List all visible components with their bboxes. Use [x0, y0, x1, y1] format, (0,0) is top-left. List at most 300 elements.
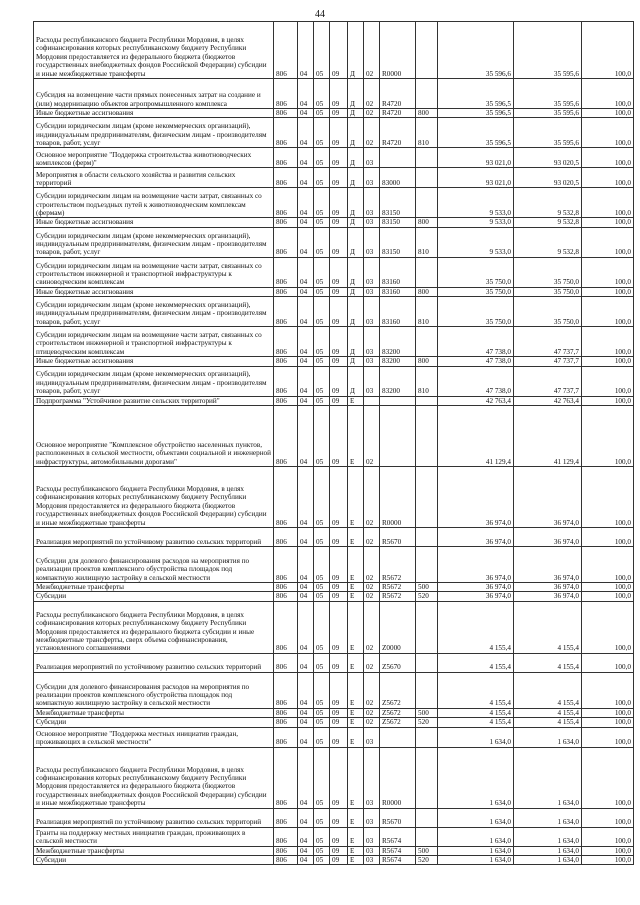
- cell-c6: 03: [364, 808, 380, 827]
- cell-pct: 100,0: [582, 672, 634, 708]
- cell-pct: 100,0: [582, 118, 634, 148]
- cell-pct: 100,0: [582, 366, 634, 396]
- cell-v1: 4 155,4: [438, 718, 514, 727]
- cell-c3: 05: [314, 366, 330, 396]
- cell-c7: R5674: [380, 846, 416, 855]
- cell-c7: [380, 396, 416, 405]
- cell-pct: 100,0: [582, 601, 634, 653]
- cell-c8: 800: [416, 287, 438, 296]
- cell-pct: 100,0: [582, 218, 634, 227]
- cell-c3: 05: [314, 227, 330, 257]
- cell-pct: 100,0: [582, 406, 634, 467]
- cell-c6: 03: [364, 297, 380, 327]
- cell-c6: 03: [364, 856, 380, 865]
- cell-c5: Д: [348, 148, 364, 168]
- cell-c3: 05: [314, 188, 330, 218]
- cell-name: Расходы республиканского бюджета Республики Мордовия, в целях софинансирования которых республиканскому бюджету Республики Мордовия предоставляется из федерального бюджета (бюджетов государственных внебюджетных фондов Российской Федерации) субсидии и иные межбюджетные трансферты: [34, 22, 274, 79]
- cell-v2: 36 974,0: [514, 583, 582, 592]
- cell-name: Расходы республиканского бюджета Республики Мордовия, в целях софинансирования которых республиканскому бюджету Республики Мордовия предоставляется из федерального бюджета субсидии и иные межбюджетные трансферты, сверх объема софинансирования, установленного соглашениями: [34, 601, 274, 653]
- cell-c4: 09: [330, 467, 348, 528]
- table-row: [34, 297, 634, 327]
- cell-c6: 03: [364, 257, 380, 287]
- cell-pct: 100,0: [582, 109, 634, 118]
- cell-c8: [416, 672, 438, 708]
- cell-c2: 04: [298, 727, 314, 747]
- cell-name: Субсидии юридическим лицам на возмещение части затрат, связанных со строительством подъездных путей к животноводческим комплексам (фермам): [34, 188, 274, 218]
- cell-c1: 806: [274, 118, 298, 148]
- cell-c8: [416, 653, 438, 672]
- cell-c2: 04: [298, 287, 314, 296]
- cell-c8: [416, 406, 438, 467]
- cell-c5: Е: [348, 467, 364, 528]
- cell-c1: 806: [274, 188, 298, 218]
- cell-name: Реализация мероприятий по устойчивому развитию сельских территорий: [34, 808, 274, 827]
- cell-c8: 810: [416, 227, 438, 257]
- cell-c1: 806: [274, 227, 298, 257]
- cell-c4: 09: [330, 528, 348, 547]
- cell-pct: 100,0: [582, 747, 634, 808]
- cell-c6: 02: [364, 601, 380, 653]
- cell-pct: 100,0: [582, 357, 634, 366]
- cell-c6: 02: [364, 583, 380, 592]
- cell-name: Расходы республиканского бюджета Республики Мордовия, в целях софинансирования которых республиканскому бюджету Республики Мордовия предоставляется из федерального бюджета (бюджетов государственных внебюджетных фондов Российской Федерации) субсидии и иные межбюджетные трансферты: [34, 467, 274, 528]
- cell-c1: 806: [274, 727, 298, 747]
- cell-c5: Е: [348, 856, 364, 865]
- cell-pct: 100,0: [582, 808, 634, 827]
- cell-v1: 36 974,0: [438, 583, 514, 592]
- cell-c8: 520: [416, 592, 438, 601]
- cell-c8: 810: [416, 297, 438, 327]
- cell-c3: 05: [314, 357, 330, 366]
- cell-c4: 09: [330, 109, 348, 118]
- table-row: [34, 653, 634, 672]
- cell-c2: 04: [298, 747, 314, 808]
- cell-c4: 09: [330, 148, 348, 168]
- cell-pct: 100,0: [582, 827, 634, 846]
- cell-c3: 05: [314, 601, 330, 653]
- cell-v1: 35 596,5: [438, 118, 514, 148]
- cell-v2: 36 974,0: [514, 547, 582, 583]
- cell-c1: 806: [274, 827, 298, 846]
- cell-c2: 04: [298, 672, 314, 708]
- cell-c5: Д: [348, 109, 364, 118]
- cell-c1: 806: [274, 601, 298, 653]
- cell-c6: 03: [364, 747, 380, 808]
- table-row: [34, 287, 634, 296]
- table-row: [34, 79, 634, 109]
- cell-c6: 02: [364, 718, 380, 727]
- cell-name: Основное мероприятие "Поддержка строительства животноводческих комплексов (ферм)": [34, 148, 274, 168]
- cell-c5: Е: [348, 592, 364, 601]
- cell-c7: Z0000: [380, 601, 416, 653]
- cell-c4: 09: [330, 357, 348, 366]
- cell-name: Иные бюджетные ассигнования: [34, 109, 274, 118]
- cell-c5: Е: [348, 528, 364, 547]
- cell-v2: 1 634,0: [514, 727, 582, 747]
- table-row: [34, 366, 634, 396]
- cell-c4: 09: [330, 547, 348, 583]
- cell-c7: R5674: [380, 856, 416, 865]
- table-row: [34, 727, 634, 747]
- cell-pct: 100,0: [582, 168, 634, 188]
- cell-c3: 05: [314, 218, 330, 227]
- cell-c7: 83160: [380, 257, 416, 287]
- cell-c7: R5672: [380, 583, 416, 592]
- cell-c1: 806: [274, 148, 298, 168]
- cell-c6: 02: [364, 653, 380, 672]
- cell-v2: 9 532,8: [514, 218, 582, 227]
- cell-c3: 05: [314, 808, 330, 827]
- cell-pct: 100,0: [582, 547, 634, 583]
- cell-c3: 05: [314, 747, 330, 808]
- cell-c6: 03: [364, 148, 380, 168]
- table-row: [34, 718, 634, 727]
- cell-c1: 806: [274, 327, 298, 357]
- cell-c3: 05: [314, 583, 330, 592]
- table-row: [34, 846, 634, 855]
- cell-c8: [416, 547, 438, 583]
- table-row: [34, 601, 634, 653]
- cell-c2: 04: [298, 188, 314, 218]
- cell-pct: 100,0: [582, 148, 634, 168]
- cell-c1: 806: [274, 357, 298, 366]
- cell-c2: 04: [298, 366, 314, 396]
- cell-c1: 806: [274, 718, 298, 727]
- cell-c4: 09: [330, 747, 348, 808]
- cell-c7: R5670: [380, 808, 416, 827]
- cell-v2: 36 974,0: [514, 528, 582, 547]
- cell-c4: 09: [330, 856, 348, 865]
- cell-c6: 03: [364, 188, 380, 218]
- cell-v1: 4 155,4: [438, 672, 514, 708]
- table-row: [34, 218, 634, 227]
- cell-c4: 09: [330, 297, 348, 327]
- cell-c3: 05: [314, 718, 330, 727]
- cell-c2: 04: [298, 148, 314, 168]
- table-row: [34, 467, 634, 528]
- cell-v2: 9 532,8: [514, 227, 582, 257]
- cell-c3: 05: [314, 118, 330, 148]
- cell-c2: 04: [298, 227, 314, 257]
- cell-c6: 02: [364, 547, 380, 583]
- cell-c5: Е: [348, 718, 364, 727]
- cell-c8: 810: [416, 366, 438, 396]
- cell-v1: 35 750,0: [438, 257, 514, 287]
- cell-c5: Е: [348, 672, 364, 708]
- cell-c7: Z5672: [380, 672, 416, 708]
- cell-c8: [416, 168, 438, 188]
- cell-v1: 9 533,0: [438, 188, 514, 218]
- cell-v2: 4 155,4: [514, 601, 582, 653]
- cell-c6: 03: [364, 846, 380, 855]
- cell-v2: 35 595,6: [514, 109, 582, 118]
- cell-c1: 806: [274, 547, 298, 583]
- cell-name: Иные бюджетные ассигнования: [34, 357, 274, 366]
- cell-c2: 04: [298, 592, 314, 601]
- cell-pct: 100,0: [582, 708, 634, 717]
- cell-v1: 35 596,6: [438, 22, 514, 79]
- cell-c3: 05: [314, 528, 330, 547]
- cell-c1: 806: [274, 218, 298, 227]
- cell-c3: 05: [314, 856, 330, 865]
- cell-pct: 100,0: [582, 718, 634, 727]
- cell-c3: 05: [314, 297, 330, 327]
- cell-c1: 806: [274, 257, 298, 287]
- cell-pct: 100,0: [582, 287, 634, 296]
- cell-c8: 520: [416, 856, 438, 865]
- cell-v2: 47 737,7: [514, 366, 582, 396]
- cell-c3: 05: [314, 727, 330, 747]
- cell-c8: [416, 148, 438, 168]
- cell-c7: R5674: [380, 827, 416, 846]
- cell-c4: 09: [330, 653, 348, 672]
- cell-c1: 806: [274, 109, 298, 118]
- cell-v2: 9 532,8: [514, 188, 582, 218]
- page-number: 44: [315, 9, 325, 20]
- table-row: [34, 672, 634, 708]
- cell-v2: 36 974,0: [514, 592, 582, 601]
- cell-c4: 09: [330, 601, 348, 653]
- cell-c6: 03: [364, 727, 380, 747]
- cell-pct: 100,0: [582, 22, 634, 79]
- cell-c6: 02: [364, 406, 380, 467]
- cell-c7: Z5670: [380, 653, 416, 672]
- cell-c3: 05: [314, 708, 330, 717]
- cell-c6: 02: [364, 592, 380, 601]
- budget-table-body: [34, 22, 634, 865]
- cell-c2: 04: [298, 79, 314, 109]
- cell-c8: [416, 827, 438, 846]
- cell-c7: R0000: [380, 747, 416, 808]
- cell-c4: 09: [330, 168, 348, 188]
- cell-c4: 09: [330, 727, 348, 747]
- cell-v2: 4 155,4: [514, 708, 582, 717]
- table-row: [34, 168, 634, 188]
- cell-c2: 04: [298, 827, 314, 846]
- cell-c7: 83150: [380, 188, 416, 218]
- cell-c5: Д: [348, 297, 364, 327]
- cell-v1: 47 738,0: [438, 327, 514, 357]
- cell-c5: Д: [348, 218, 364, 227]
- cell-c6: 03: [364, 327, 380, 357]
- cell-c2: 04: [298, 218, 314, 227]
- cell-pct: 100,0: [582, 227, 634, 257]
- cell-c2: 04: [298, 708, 314, 717]
- cell-v1: 36 974,0: [438, 467, 514, 528]
- cell-c6: 03: [364, 366, 380, 396]
- cell-c5: Д: [348, 118, 364, 148]
- cell-c5: Е: [348, 396, 364, 405]
- cell-c2: 04: [298, 718, 314, 727]
- cell-v1: 9 533,0: [438, 227, 514, 257]
- cell-c6: 02: [364, 118, 380, 148]
- cell-c3: 05: [314, 109, 330, 118]
- cell-name: Межбюджетные трансферты: [34, 846, 274, 855]
- table-row: [34, 406, 634, 467]
- cell-name: Субсидии юридическим лицам на возмещение части затрат, связанных со строительством инженерной и транспортной инфраструктуры к птицеводческим комплексам: [34, 327, 274, 357]
- cell-c5: Е: [348, 583, 364, 592]
- cell-c1: 806: [274, 396, 298, 405]
- cell-v2: 35 750,0: [514, 257, 582, 287]
- cell-c8: [416, 467, 438, 528]
- cell-c2: 04: [298, 297, 314, 327]
- cell-c4: 09: [330, 808, 348, 827]
- cell-v2: 1 634,0: [514, 808, 582, 827]
- cell-c2: 04: [298, 109, 314, 118]
- cell-v2: 35 750,0: [514, 297, 582, 327]
- cell-c6: 03: [364, 168, 380, 188]
- cell-v2: 93 020,5: [514, 168, 582, 188]
- table-row: [34, 396, 634, 405]
- cell-name: Субсидии юридическим лицам (кроме некоммерческих организаций), индивидуальным предпринимателям, физическим лицам - производителям товаров, работ, услуг: [34, 118, 274, 148]
- cell-pct: 100,0: [582, 327, 634, 357]
- cell-c7: R4720: [380, 109, 416, 118]
- table-row: [34, 327, 634, 357]
- cell-c8: 800: [416, 109, 438, 118]
- cell-c4: 09: [330, 708, 348, 717]
- cell-c8: 500: [416, 846, 438, 855]
- cell-c5: Е: [348, 708, 364, 717]
- cell-c8: 520: [416, 718, 438, 727]
- cell-c1: 806: [274, 747, 298, 808]
- cell-c7: R5672: [380, 592, 416, 601]
- cell-c4: 09: [330, 718, 348, 727]
- cell-c1: 806: [274, 846, 298, 855]
- cell-name: Иные бюджетные ассигнования: [34, 218, 274, 227]
- cell-c1: 806: [274, 528, 298, 547]
- cell-c6: 03: [364, 287, 380, 296]
- cell-name: Субсидии: [34, 718, 274, 727]
- cell-c2: 04: [298, 528, 314, 547]
- cell-c3: 05: [314, 846, 330, 855]
- cell-name: Реализация мероприятий по устойчивому развитию сельских территорий: [34, 653, 274, 672]
- cell-c4: 09: [330, 827, 348, 846]
- cell-c1: 806: [274, 297, 298, 327]
- table-row: [34, 257, 634, 287]
- cell-name: Субсидии юридическим лицам (кроме некоммерческих организаций), индивидуальным предпринимателям, физическим лицам - производителям товаров, работ, услуг: [34, 227, 274, 257]
- cell-c5: Е: [348, 653, 364, 672]
- cell-c3: 05: [314, 406, 330, 467]
- cell-v2: 35 750,0: [514, 287, 582, 296]
- cell-c2: 04: [298, 653, 314, 672]
- cell-c7: 83200: [380, 327, 416, 357]
- cell-c1: 806: [274, 653, 298, 672]
- cell-c8: [416, 22, 438, 79]
- cell-c2: 04: [298, 601, 314, 653]
- cell-pct: 100,0: [582, 188, 634, 218]
- cell-c3: 05: [314, 547, 330, 583]
- cell-c7: R0000: [380, 467, 416, 528]
- cell-c7: 83200: [380, 366, 416, 396]
- table-row: [34, 583, 634, 592]
- table-row: [34, 227, 634, 257]
- cell-c1: 806: [274, 168, 298, 188]
- cell-pct: 100,0: [582, 297, 634, 327]
- cell-pct: 100,0: [582, 653, 634, 672]
- table-row: [34, 357, 634, 366]
- cell-name: Субсидии для долевого финансирования расходов на мероприятия по реализации проектов комплексного обустройства площадок под компактную жилищную застройку в сельской местности: [34, 672, 274, 708]
- cell-v1: 4 155,4: [438, 653, 514, 672]
- cell-c5: Д: [348, 79, 364, 109]
- table-row: [34, 547, 634, 583]
- cell-c3: 05: [314, 827, 330, 846]
- cell-c7: Z5672: [380, 718, 416, 727]
- cell-name: Субсидии юридическим лицам (кроме некоммерческих организаций), индивидуальным предпринимателям, физическим лицам - производителям товаров, работ, услуг: [34, 366, 274, 396]
- cell-c2: 04: [298, 467, 314, 528]
- cell-c2: 04: [298, 257, 314, 287]
- cell-c6: 03: [364, 827, 380, 846]
- budget-table: [33, 21, 634, 865]
- cell-c7: 83000: [380, 168, 416, 188]
- cell-c2: 04: [298, 357, 314, 366]
- cell-v2: 1 634,0: [514, 827, 582, 846]
- table-row: [34, 592, 634, 601]
- cell-name: Субсидии юридическим лицам (кроме некоммерческих организаций), индивидуальным предпринимателям, физическим лицам - производителям товаров, работ, услуг: [34, 297, 274, 327]
- cell-c3: 05: [314, 168, 330, 188]
- cell-v2: 47 737,7: [514, 357, 582, 366]
- cell-c5: Е: [348, 808, 364, 827]
- cell-name: Межбюджетные трансферты: [34, 583, 274, 592]
- cell-c4: 09: [330, 396, 348, 405]
- cell-c7: R5672: [380, 547, 416, 583]
- table-row: [34, 808, 634, 827]
- cell-c6: 02: [364, 708, 380, 717]
- cell-pct: 100,0: [582, 467, 634, 528]
- cell-c4: 09: [330, 366, 348, 396]
- cell-pct: 100,0: [582, 528, 634, 547]
- cell-c3: 05: [314, 396, 330, 405]
- cell-pct: 100,0: [582, 257, 634, 287]
- cell-c5: Е: [348, 547, 364, 583]
- cell-v2: 47 737,7: [514, 327, 582, 357]
- table-row: [34, 118, 634, 148]
- cell-c4: 09: [330, 79, 348, 109]
- cell-c7: [380, 148, 416, 168]
- cell-v2: 4 155,4: [514, 718, 582, 727]
- table-row: [34, 148, 634, 168]
- cell-c5: Д: [348, 168, 364, 188]
- cell-c6: 03: [364, 218, 380, 227]
- cell-v2: 41 129,4: [514, 406, 582, 467]
- cell-c7: 83160: [380, 297, 416, 327]
- cell-c3: 05: [314, 148, 330, 168]
- cell-v1: 41 129,4: [438, 406, 514, 467]
- cell-c7: R5670: [380, 528, 416, 547]
- cell-c8: [416, 327, 438, 357]
- cell-v1: 4 155,4: [438, 708, 514, 717]
- cell-v1: 9 533,0: [438, 218, 514, 227]
- cell-c8: [416, 528, 438, 547]
- cell-c1: 806: [274, 287, 298, 296]
- cell-c4: 09: [330, 22, 348, 79]
- cell-v1: 35 596,5: [438, 109, 514, 118]
- cell-v1: 1 634,0: [438, 827, 514, 846]
- cell-c4: 09: [330, 188, 348, 218]
- cell-c7: R4720: [380, 79, 416, 109]
- cell-c6: 02: [364, 109, 380, 118]
- cell-v1: 35 596,5: [438, 79, 514, 109]
- cell-v1: 47 738,0: [438, 357, 514, 366]
- cell-c4: 09: [330, 227, 348, 257]
- cell-c2: 04: [298, 118, 314, 148]
- cell-c3: 05: [314, 467, 330, 528]
- cell-c3: 05: [314, 672, 330, 708]
- cell-name: Субсидии для долевого финансирования расходов на мероприятия по реализации проектов комплексного обустройства площадок под компактную жилищную застройку в сельской местности: [34, 547, 274, 583]
- cell-name: Субсидии: [34, 592, 274, 601]
- cell-c7: 83160: [380, 287, 416, 296]
- cell-c8: 500: [416, 583, 438, 592]
- cell-c3: 05: [314, 592, 330, 601]
